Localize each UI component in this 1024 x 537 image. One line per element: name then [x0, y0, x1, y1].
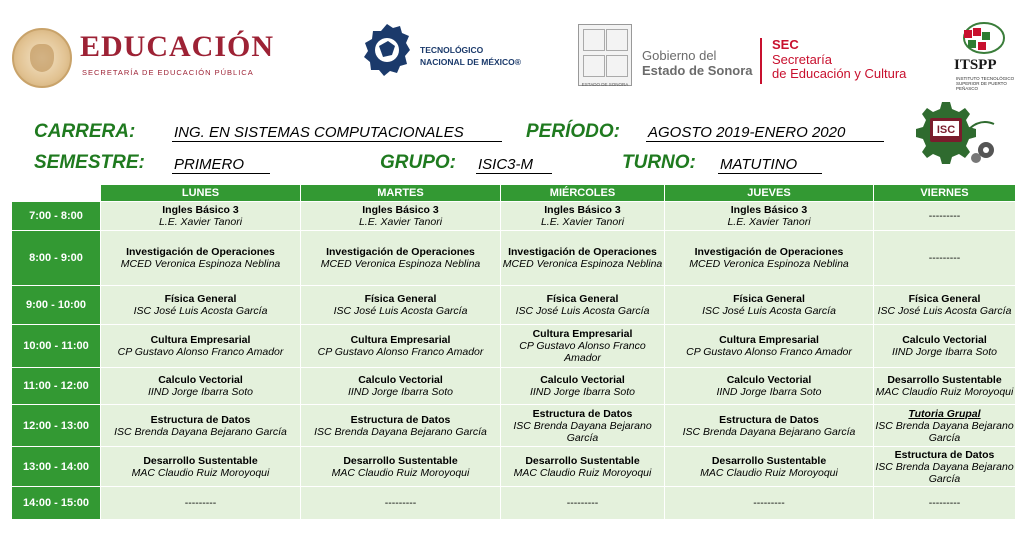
empty-slot: ---------	[184, 497, 217, 509]
schedule-row	[12, 368, 1016, 405]
day-header: MARTES	[301, 185, 501, 202]
teacher-name: L.E. Xavier Tanori	[727, 216, 811, 228]
teacher-name: IIND Jorge Ibarra Soto	[529, 386, 636, 398]
itspp-name: ITSPP	[954, 57, 997, 73]
teacher-name: ISC José Luis Acosta García	[515, 305, 650, 317]
semestre-label	[34, 152, 145, 174]
sep-title: EDUCACIÓN	[80, 30, 275, 63]
schedule-row	[12, 325, 1016, 368]
schedule-row	[12, 447, 1016, 487]
teacher-name: L.E. Xavier Tanori	[158, 216, 243, 228]
subject-name: Ingles Básico 3	[162, 204, 239, 216]
teacher-name: CP Gustavo Alonso Franco Amador	[686, 346, 852, 358]
subject-name: Ingles Básico 3	[730, 204, 808, 216]
class-cell	[874, 447, 1016, 487]
schedule-row	[12, 202, 1016, 231]
tecnm-line-1: TECNOLÓGICO	[420, 45, 484, 55]
teacher-name: L.E. Xavier Tanori	[358, 216, 443, 228]
time-slot: 9:00 - 10:00	[12, 286, 101, 325]
teacher-name: MCED Veronica Espinoza Neblina	[120, 258, 281, 270]
class-cell	[501, 231, 665, 286]
class-cell	[665, 286, 874, 325]
sonora-line-2: Estado de Sonora	[642, 63, 753, 78]
subject-name: Investigación de Operaciones	[508, 246, 657, 258]
class-cell	[874, 231, 1016, 286]
class-cell	[874, 286, 1016, 325]
subject-name: Tutoria Grupal	[908, 407, 981, 420]
subject-name: Física General	[546, 293, 619, 305]
sep-subtitle: SECRETARÍA DE EDUCACIÓN PÚBLICA	[82, 68, 254, 77]
itspp-subtitle: INSTITUTO TECNOLÓGICO SUPERIOR DE PUERTO PEÑASCO	[956, 76, 1015, 91]
class-cell	[301, 447, 501, 487]
class-cell	[874, 325, 1016, 368]
isc-logo-text: ISC	[936, 124, 956, 136]
sec-text	[772, 38, 906, 82]
subject-name: Calculo Vectorial	[726, 374, 812, 386]
subject-name: Física General	[164, 293, 237, 305]
time-slot: 7:00 - 8:00	[12, 202, 101, 231]
time-slot: 11:00 - 12:00	[12, 368, 101, 405]
teacher-name: ISC Brenda Dayana Bejarano García	[314, 425, 487, 438]
teacher-name: MAC Claudio Ruiz Moroyoqui	[513, 466, 652, 479]
class-cell	[101, 368, 301, 405]
subject-name: Investigación de Operaciones	[126, 246, 275, 258]
class-cell	[301, 286, 501, 325]
class-cell	[665, 325, 874, 368]
corner-cell	[12, 185, 101, 202]
teacher-name: MAC Claudio Ruiz Moroyoqui	[331, 466, 470, 479]
grupo-value: ISIC3-M	[476, 156, 552, 174]
teacher-name: ISC José Luis Acosta García	[877, 305, 1012, 317]
teacher-name: IIND Jorge Ibarra Soto	[716, 386, 822, 398]
teacher-name: ISC José Luis Acosta García	[133, 305, 268, 317]
class-cell	[301, 325, 501, 368]
sonora-government-text	[642, 48, 753, 78]
class-cell	[301, 202, 501, 231]
subject-name: Calculo Vectorial	[158, 374, 243, 386]
teacher-name: MCED Veronica Espinoza Neblina	[502, 258, 663, 270]
class-cell	[101, 325, 301, 368]
subject-name: Calculo Vectorial	[902, 334, 987, 346]
carrera-label-text: CARRERA:	[34, 121, 136, 142]
empty-slot: ---------	[928, 210, 961, 222]
class-cell	[301, 405, 501, 447]
carrera-label	[34, 121, 135, 143]
itspp-logo-icon	[958, 20, 1006, 58]
subject-name: Cultura Empresarial	[150, 334, 251, 346]
teacher-name: MCED Veronica Espinoza Neblina	[320, 258, 481, 270]
subject-name: Desarrollo Sustentable	[525, 454, 640, 467]
time-slot: 10:00 - 11:00	[12, 325, 101, 368]
class-cell	[665, 405, 874, 447]
turno-value: MATUTINO	[718, 156, 822, 174]
class-cell	[874, 202, 1016, 231]
logo-header	[0, 0, 1024, 100]
carrera-value: ING. EN SISTEMAS COMPUTACIONALES	[172, 124, 502, 142]
class-cell	[501, 447, 665, 487]
class-cell	[101, 286, 301, 325]
teacher-name: CP Gustavo Alonso Franco Amador	[117, 346, 284, 358]
teacher-name: CP Gustavo Alonso Franco Amador	[519, 340, 646, 364]
subject-name: Cultura Empresarial	[350, 334, 451, 346]
subject-name: Desarrollo Sustentable	[343, 454, 458, 467]
subject-name: Desarrollo Sustentable	[711, 454, 827, 467]
empty-slot: ---------	[566, 497, 599, 509]
subject-name: Calculo Vectorial	[540, 374, 625, 386]
empty-slot: ---------	[384, 497, 417, 509]
periodo-label	[526, 121, 620, 143]
teacher-name: ISC José Luis Acosta García	[702, 305, 836, 317]
class-cell	[665, 447, 874, 487]
sec-line-2: Secretaría	[772, 51, 832, 67]
teacher-name: MAC Claudio Ruiz Moroyoqui	[131, 466, 270, 479]
sonora-seal-icon	[578, 24, 632, 86]
tecnm-line-2: NACIONAL DE MÉXICO®	[420, 57, 522, 67]
class-cell	[665, 368, 874, 405]
class-cell	[101, 202, 301, 231]
class-cell	[874, 368, 1016, 405]
class-cell	[665, 487, 874, 520]
teacher-name: ISC José Luis Acosta García	[333, 305, 468, 317]
subject-name: Investigación de Operaciones	[326, 246, 475, 258]
day-header: VIERNES	[874, 185, 1016, 202]
periodo-value: AGOSTO 2019-ENERO 2020	[646, 124, 884, 142]
isc-gear-logo-icon	[908, 100, 1000, 174]
subject-name: Estructura de Datos	[719, 413, 819, 426]
subject-name: Estructura de Datos	[150, 413, 251, 426]
divider	[760, 38, 762, 84]
semestre-label-text: SEMESTRE:	[34, 152, 145, 173]
empty-slot: ---------	[928, 252, 961, 264]
schedule-row	[12, 487, 1016, 520]
teacher-name: MCED Veronica Espinoza Neblina	[689, 258, 849, 270]
teacher-name: L.E. Xavier Tanori	[540, 216, 625, 228]
periodo-label-text: PERÍODO:	[526, 121, 620, 142]
turno-label-text: TURNO:	[622, 152, 696, 173]
subject-name: Ingles Básico 3	[362, 204, 439, 216]
schedule-row	[12, 405, 1016, 447]
class-cell	[665, 231, 874, 286]
time-slot: 14:00 - 15:00	[12, 487, 101, 520]
class-cell	[101, 405, 301, 447]
subject-name: Investigación de Operaciones	[694, 246, 844, 258]
sec-line-1: SEC	[772, 37, 799, 52]
class-cell	[301, 487, 501, 520]
class-cell	[501, 487, 665, 520]
empty-slot: ---------	[753, 497, 785, 509]
schedule-row	[12, 286, 1016, 325]
subject-name: Física General	[364, 293, 437, 305]
teacher-name: MAC Claudio Ruiz Moroyoqui	[700, 466, 838, 479]
teacher-name: CP Gustavo Alonso Franco Amador	[317, 346, 484, 358]
subject-name: Estructura de Datos	[350, 413, 451, 426]
teacher-name: ISC Brenda Dayana Bejarano García	[682, 425, 856, 438]
class-cell	[101, 487, 301, 520]
teacher-name: ISC Brenda Dayana Bejarano García	[875, 419, 1014, 444]
turno-label	[622, 152, 696, 174]
time-slot: 12:00 - 13:00	[12, 405, 101, 447]
day-header: LUNES	[101, 185, 301, 202]
class-cell	[874, 405, 1016, 447]
sonora-line-1: Gobierno del	[642, 48, 717, 63]
class-cell	[101, 447, 301, 487]
teacher-name: IIND Jorge Ibarra Soto	[147, 386, 254, 398]
subject-name: Física General	[908, 293, 981, 305]
subject-name: Cultura Empresarial	[532, 328, 633, 340]
time-slot: 13:00 - 14:00	[12, 447, 101, 487]
subject-name: Desarrollo Sustentable	[887, 374, 1002, 386]
class-cell	[301, 368, 501, 405]
subject-name: Cultura Empresarial	[719, 334, 819, 346]
class-cell	[501, 325, 665, 368]
teacher-name: ISC Brenda Dayana Bejarano García	[114, 425, 287, 438]
subject-name: Física General	[733, 293, 805, 305]
subject-name: Ingles Básico 3	[544, 204, 621, 216]
class-cell	[501, 286, 665, 325]
class-cell	[665, 202, 874, 231]
class-cell	[874, 487, 1016, 520]
day-header: JUEVES	[665, 185, 874, 202]
tecnm-gear-logo-icon	[362, 22, 412, 82]
subject-name: Desarrollo Sustentable	[143, 454, 258, 467]
subject-name: Estructura de Datos	[532, 407, 633, 420]
teacher-name: IIND Jorge Ibarra Soto	[347, 386, 454, 398]
sec-line-3: de Educación y Cultura	[772, 66, 907, 81]
teacher-name: MAC Claudio Ruiz Moroyoqui	[875, 386, 1014, 398]
teacher-name: ISC Brenda Dayana Bejarano García	[875, 460, 1014, 485]
teacher-name: IIND Jorge Ibarra Soto	[891, 346, 998, 358]
day-header-row	[12, 185, 1016, 202]
grupo-label	[380, 152, 456, 174]
subject-name: Estructura de Datos	[894, 448, 995, 461]
schedule-row	[12, 231, 1016, 286]
time-slot: 8:00 - 9:00	[12, 231, 101, 286]
class-cell	[501, 368, 665, 405]
class-cell	[301, 231, 501, 286]
day-header: MIÉRCOLES	[501, 185, 665, 202]
subject-name: Calculo Vectorial	[358, 374, 443, 386]
class-cell	[101, 231, 301, 286]
empty-slot: ---------	[928, 497, 961, 509]
grupo-label-text: GRUPO:	[380, 152, 456, 173]
class-cell	[501, 202, 665, 231]
teacher-name: ISC Brenda Dayana Bejarano García	[513, 419, 652, 444]
tecnm-text	[420, 44, 521, 68]
class-cell	[501, 405, 665, 447]
sonora-seal-caption: ESTADO DE SONORA	[581, 82, 629, 87]
semestre-value: PRIMERO	[172, 156, 270, 174]
mexico-seal-icon	[12, 28, 72, 88]
schedule-table	[11, 184, 1016, 520]
